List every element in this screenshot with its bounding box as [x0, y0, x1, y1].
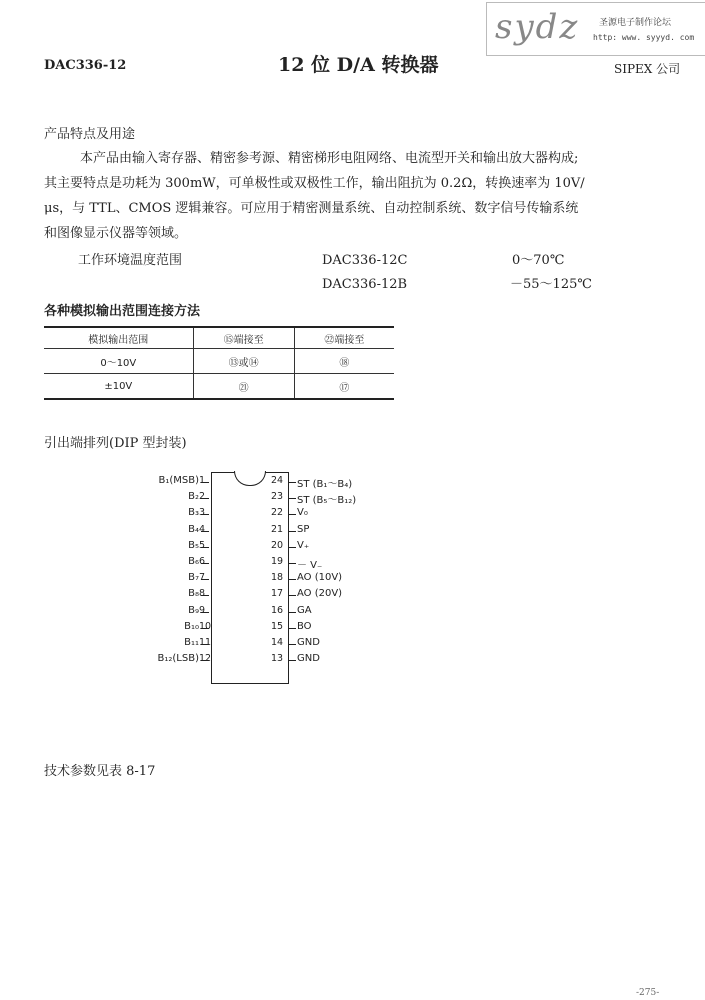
table-header-cell: ㉒端接至 — [294, 327, 394, 349]
table-row — [44, 349, 394, 374]
table-header-row — [44, 327, 394, 349]
table-cell: ㉑ — [193, 374, 294, 400]
pin-lead — [288, 660, 296, 661]
pin-lead — [288, 579, 296, 580]
pin-number: 7 — [199, 572, 206, 584]
pin-number: 8 — [199, 588, 206, 600]
pin-lead — [288, 547, 296, 548]
pin-right-label: BO — [297, 620, 312, 632]
pin-right-label: － V₋ — [297, 560, 323, 571]
pin-number: 19 — [271, 556, 284, 567]
table-header-cell: 模拟输出范围 — [44, 327, 193, 349]
pin-right-label: ST (B₅～B₁₂) — [297, 495, 357, 507]
pin-lead — [288, 482, 296, 483]
table-row — [44, 374, 394, 400]
pin-right-label: GND — [297, 637, 320, 648]
table-cell: ⑬或⑭ — [193, 349, 294, 374]
pin-number: 17 — [271, 588, 284, 600]
pin-number: 4 — [199, 523, 206, 535]
grade-range: 0～70℃ — [512, 253, 565, 268]
pin-left-label: B₁₁ — [184, 637, 199, 648]
pin-left-label: B₁(MSB) — [158, 475, 199, 486]
pin-lead — [288, 612, 296, 613]
pin-number: 23 — [271, 491, 284, 503]
pin-number: 6 — [199, 556, 206, 567]
pin-number: 20 — [271, 539, 284, 551]
pin-number: 12 — [199, 653, 212, 665]
pin-number: 14 — [271, 637, 284, 648]
pin-right-label: GND — [297, 653, 320, 665]
output-range-table — [44, 326, 394, 400]
pin-left-label: B₇ — [188, 572, 199, 584]
manufacturer: SIPEX 公司 — [614, 62, 681, 76]
pin-right-label: V₊ — [297, 539, 310, 551]
table-cell: 0～10V — [44, 349, 193, 374]
pin-number: 13 — [271, 653, 284, 665]
pin-left-label: B₂ — [188, 491, 199, 503]
pin-lead — [288, 498, 296, 499]
pin-right-label: GA — [297, 604, 312, 616]
pin-number: 21 — [271, 523, 284, 535]
pin-number: 16 — [271, 604, 284, 616]
pin-left-label: B₅ — [188, 539, 199, 551]
features-line-3: μs，与 TTL、CMOS 逻辑兼容。可应用于精密测量系统、自动控制系统、数字信号传输系统 — [44, 201, 579, 216]
pin-right-label: SP — [297, 523, 310, 535]
env-temp-label: 工作环境温度范围 — [78, 253, 183, 268]
pin-left-label: B₃ — [188, 507, 199, 519]
pin-right-label: AO (20V) — [297, 588, 343, 600]
page-title: 12 位 D/A 转换器 — [278, 54, 439, 76]
pinout-heading: 引出端排列(DIP 型封装) — [44, 436, 187, 451]
grade-model: DAC336-12B — [322, 277, 408, 292]
table-cell: ±10V — [44, 374, 193, 400]
tech-params-note: 技术参数见表 8-17 — [44, 764, 156, 779]
pin-number: 1 — [199, 475, 206, 486]
pin-lead — [288, 563, 296, 564]
features-line-1: 本产品由输入寄存器、精密参考源、精密梯形电阻网络、电流型开关和输出放大器构成; — [80, 151, 579, 166]
pin-number: 9 — [199, 604, 206, 616]
pin-number: 15 — [271, 620, 284, 632]
pin-number: 22 — [271, 507, 284, 519]
pin-right-label: AO (10V) — [297, 572, 343, 584]
pin-number: 18 — [271, 572, 284, 584]
watermark-logo — [486, 2, 705, 56]
pin-left-label: B₉ — [188, 604, 199, 616]
grade-range: －55～125℃ — [510, 277, 592, 292]
features-line-2: 其主要特点是功耗为 300mW，可单极性或双极性工作，输出阻抗为 0.2Ω，转换速率为 10V/ — [44, 176, 585, 191]
grade-model: DAC336-12C — [322, 253, 408, 268]
pin-number: 24 — [271, 475, 284, 486]
pin-number: 3 — [199, 507, 206, 519]
pin-right-label: V₀ — [297, 507, 308, 519]
table-cell: ⑰ — [294, 374, 394, 400]
table-header-cell: ⑮端接至 — [193, 327, 294, 349]
pin-left-label: B₄ — [188, 523, 199, 535]
pin-lead — [288, 531, 296, 532]
pin-left-label: B₆ — [188, 556, 199, 567]
pin-number: 11 — [199, 637, 212, 648]
pin-number: 5 — [199, 539, 206, 551]
pin-lead — [288, 644, 296, 645]
pin-number: 2 — [199, 491, 206, 503]
features-heading: 产品特点及用途 — [44, 127, 136, 142]
pin-left-label: B₈ — [188, 588, 199, 600]
pin-left-label: B₁₀ — [184, 620, 199, 632]
output-range-heading: 各种模拟输出范围连接方法 — [44, 304, 201, 319]
pin-right-label: ST (B₁～B₄) — [297, 479, 353, 490]
pin-lead — [288, 628, 296, 629]
features-line-4: 和图像显示仪器等领域。 — [44, 226, 188, 241]
page-number: -275- — [636, 988, 660, 998]
pin-number: 10 — [199, 620, 212, 632]
pin-lead — [288, 595, 296, 596]
pin-left-label: B₁₂(LSB) — [157, 653, 199, 665]
watermark-logo-text: sydz — [495, 7, 580, 47]
pin-lead — [288, 514, 296, 515]
watermark-site-name: 圣源电子制作论坛 — [599, 18, 672, 28]
dip-notch — [234, 471, 266, 486]
table-cell: ⑱ — [294, 349, 394, 374]
part-number: DAC336-12 — [44, 58, 127, 73]
watermark-url: http: www. syyyd. com — [593, 33, 695, 42]
